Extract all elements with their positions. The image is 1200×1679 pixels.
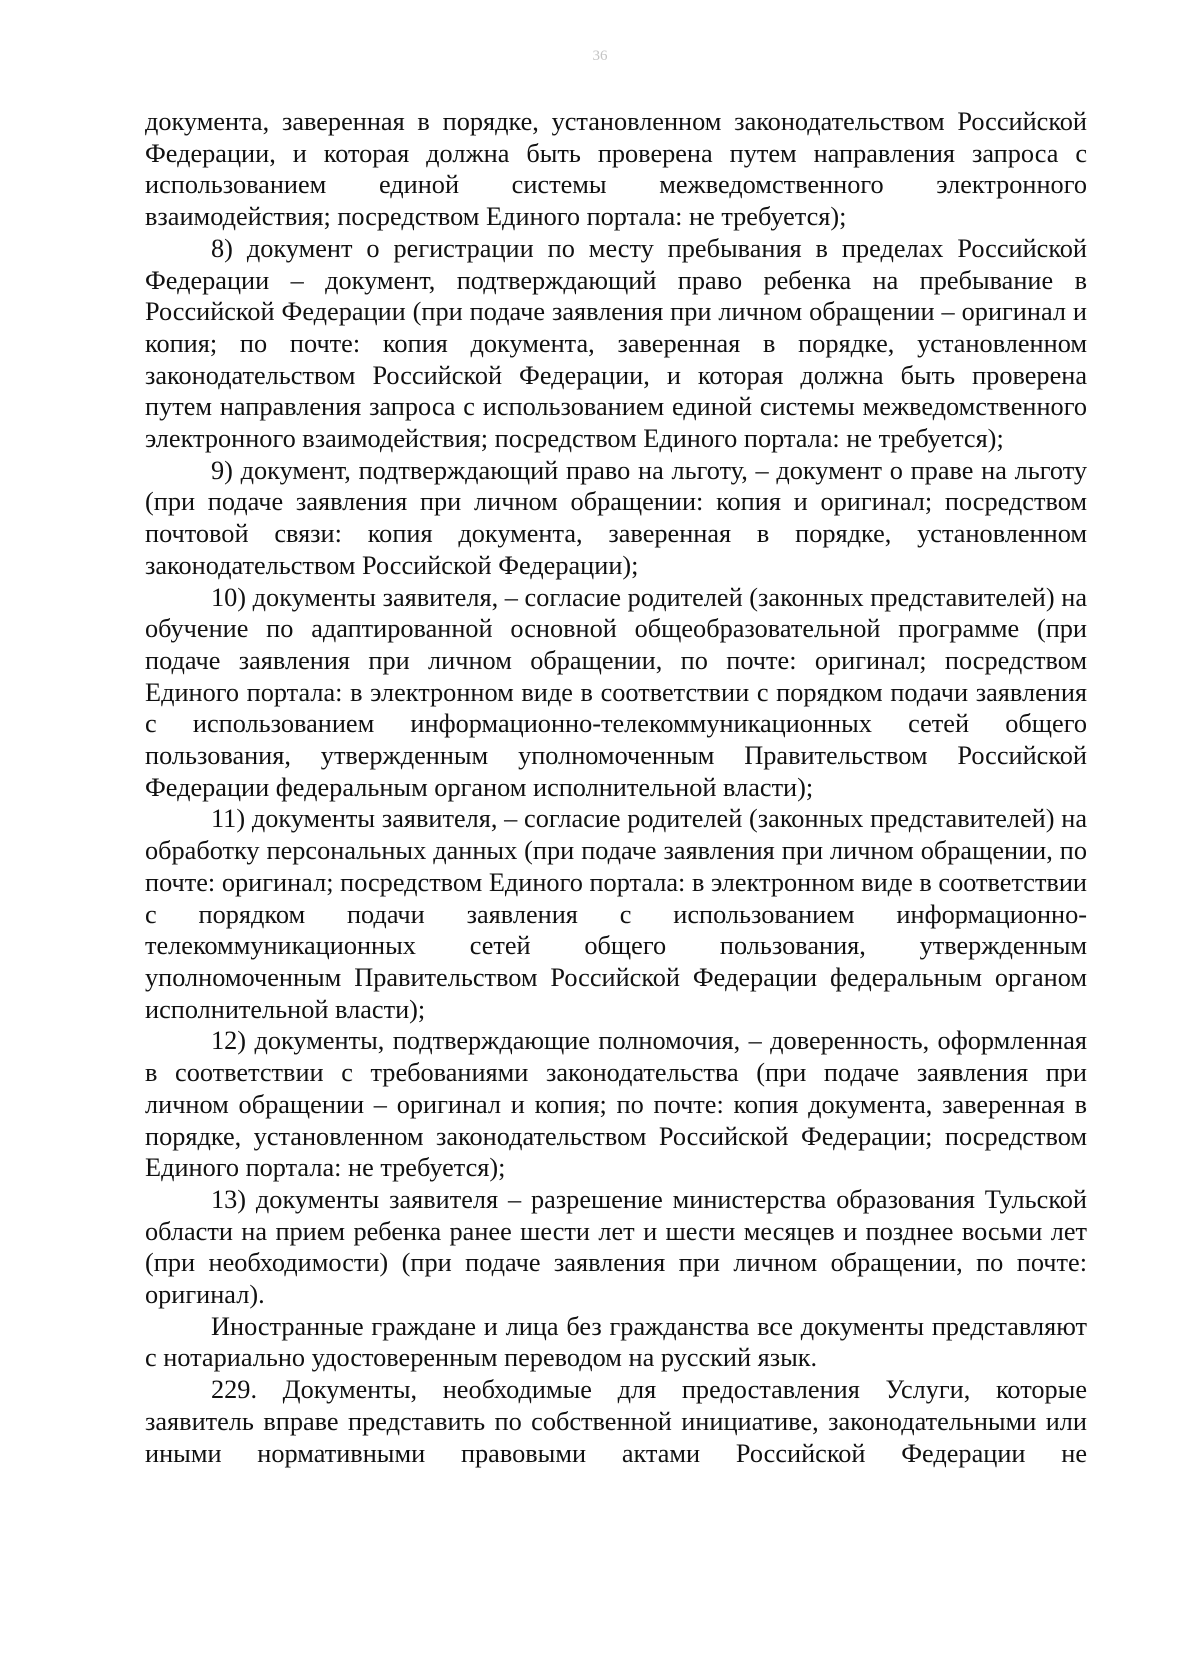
paragraph-continuation: документа, заверенная в порядке, установленном законодательством Российской Федерации, и которая должна быть проверена путем направления запроса с использованием единой системы межведомственного электронного взаимодействия; посредством Единого портала: не требуется);	[145, 107, 1087, 232]
paragraph-item-8: 8) документ о регистрации по месту пребывания в пределах Российской Федерации – документ, подтверждающий право ребенка на пребывание в Российской Федерации (при подаче заявления при личном обращении – оригинал и копия; по почте: копия документа, заверенная в порядке, установленном законодательством Российской Федерации, и которая должна быть проверена путем направления запроса с использованием единой системы межведомственного электронного взаимодействия; посредством Единого портала: не требуется);	[145, 233, 1087, 454]
page-number: 36	[592, 48, 608, 64]
document-body	[145, 106, 1087, 1469]
paragraph-item-10: 10) документы заявителя, – согласие родителей (законных представителей) на обучение по адаптированной основной общеобразовательной программе (при подаче заявления при личном обращении, по почте: оригинал; посредством Единого портала: в электронном виде в соответствии с порядком подачи заявления с использованием информационно-телекоммуникационных сетей общего пользования, утвержденным уполномоченным Правительством Российской Федерации федеральным органом исполнительной власти);	[145, 582, 1087, 802]
paragraph-item-13: 13) документы заявителя – разрешение министерства образования Тульской области на прием ребенка ранее шести лет и шести месяцев и позднее восьми лет (при необходимости) (при подаче заявления при личном обращении, по почте: оригинал).	[145, 1184, 1087, 1310]
paragraph-foreign-citizens: Иностранные граждане и лица без гражданства все документы представляют с нотариально удостоверенным переводом на русский язык.	[145, 1311, 1087, 1373]
paragraph-item-11: 11) документы заявителя, – согласие родителей (законных представителей) на обработку персональных данных (при подаче заявления при личном обращении, по почте: оригинал; посредством Единого портала: в электронном виде в соответствии с порядком подачи заявления с использованием информационно-телекоммуникационных сетей общего пользования, утвержденным уполномоченным Правительством Российской Федерации федеральным органом исполнительной власти);	[145, 804, 1087, 1024]
paragraph-item-12: 12) документы, подтверждающие полномочия, – доверенность, оформленная в соответствии с требованиями законодательства (при подаче заявления при личном обращении – оригинал и копия; по почте: копия документа, заверенная в порядке, установленном законодательством Российской Федерации; посредством Единого портала: не требуется);	[145, 1026, 1087, 1183]
paragraph-item-9: 9) документ, подтверждающий право на льготу, – документ о праве на льготу (при подаче заявления при личном обращении: копия и оригинал; посредством почтовой связи: копия документа, заверенная в порядке, установленном законодательством Российской Федерации);	[145, 455, 1087, 580]
paragraph-229: 229. Документы, необходимые для предоставления Услуги, которые заявитель вправе представить по собственной инициативе, законодательными или иными нормативными правовыми актами Российской Федерации не	[145, 1375, 1087, 1468]
